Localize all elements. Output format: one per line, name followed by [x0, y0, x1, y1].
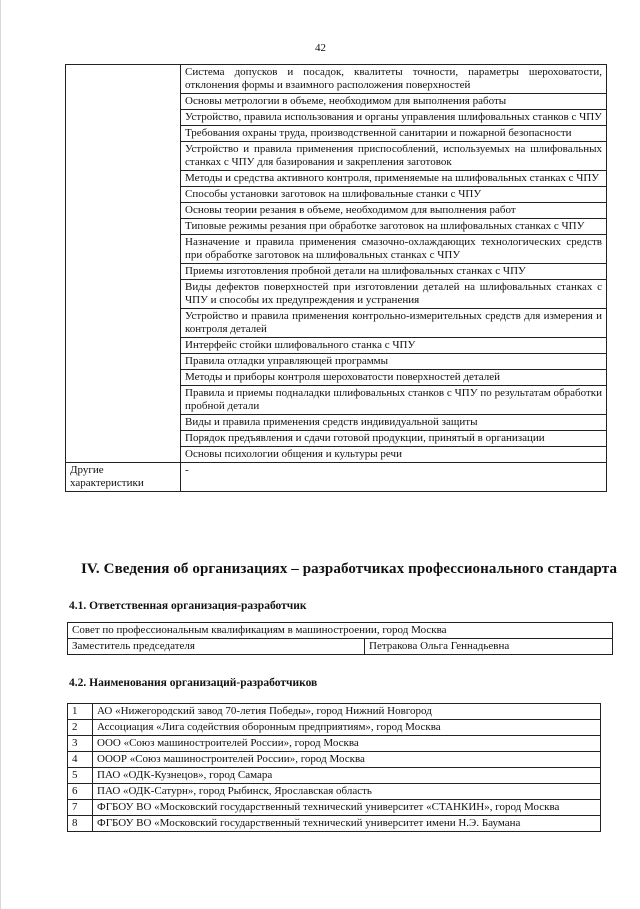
organization-number: 7: [68, 800, 93, 816]
knowledge-item: Виды и правила применения средств индивидуальной защиты: [181, 415, 606, 431]
organization-row: [68, 704, 601, 720]
organization-row: [68, 768, 601, 784]
organization-row: [68, 816, 601, 832]
organization-name: ФГБОУ ВО «Московский государственный технический университет имени Н.Э. Баумана: [93, 816, 601, 832]
knowledge-item: Система допусков и посадок, квалитеты точности, параметры шероховатости, отклонения формы и взаимного расположения поверхностей: [181, 65, 606, 94]
organization-row: [68, 800, 601, 816]
organization-name: ООО «Союз машиностроителей России», город Москва: [93, 736, 601, 752]
organization-row: [68, 784, 601, 800]
organization-number: 5: [68, 768, 93, 784]
subsection-title-developers: 4.2. Наименования организаций-разработчиков: [69, 677, 318, 689]
knowledge-row: [66, 65, 607, 463]
organization-name: АО «Нижегородский завод 70-летия Победы», город Нижний Новгород: [93, 704, 601, 720]
knowledge-item: Интерфейс стойки шлифовального станка с ЧПУ: [181, 338, 606, 354]
section-title: IV. Сведения об организациях – разработчиках профессионального стандарта: [81, 561, 618, 577]
knowledge-item: Правила отладки управляющей программы: [181, 354, 606, 370]
organization-row: [68, 736, 601, 752]
organization-row: [68, 752, 601, 768]
knowledge-item: Основы теории резания в объеме, необходимом для выполнения работ: [181, 203, 606, 219]
page-number: 42: [315, 42, 326, 54]
knowledge-item: Виды дефектов поверхностей при изготовлении деталей на шлифовальных станках с ЧПУ и способы их предупреждения и устранения: [181, 280, 606, 309]
organization-row: [68, 720, 601, 736]
organization-number: 4: [68, 752, 93, 768]
organization-number: 2: [68, 720, 93, 736]
knowledge-item: Требования охраны труда, производственной санитарии и пожарной безопасности: [181, 126, 606, 142]
organization-name: ФГБОУ ВО «Московский государственный технический университет «СТАНКИН», город Москва: [93, 800, 601, 816]
responsible-organization-table: [67, 622, 613, 655]
knowledge-item: Основы метрологии в объеме, необходимом для выполнения работы: [181, 94, 606, 110]
knowledge-item: Устройство и правила применения контрольно-измерительных средств для измерения и контроля деталей: [181, 309, 606, 338]
organization-number: 6: [68, 784, 93, 800]
knowledge-item: Правила и приемы подналадки шлифовальных станков с ЧПУ по результатам обработки пробной детали: [181, 386, 606, 415]
responsible-position: Заместитель председателя: [68, 639, 365, 655]
knowledge-item: Приемы изготовления пробной детали на шлифовальных станках с ЧПУ: [181, 264, 606, 280]
knowledge-item: Устройство и правила применения приспособлений, используемых на шлифовальных станках с ЧПУ для базирования и закрепления заготовок: [181, 142, 606, 171]
knowledge-item: Порядок предъявления и сдачи готовой продукции, принятый в организации: [181, 431, 606, 447]
subsection-title-responsible: 4.1. Ответственная организация-разработчик: [69, 600, 307, 612]
other-characteristics-label: Другие характеристики: [66, 463, 181, 492]
organization-name: ПАО «ОДК-Кузнецов», город Самара: [93, 768, 601, 784]
responsible-person-name: Петракова Ольга Геннадьевна: [365, 639, 613, 655]
other-characteristics-row: [66, 463, 607, 492]
knowledge-label-cell: [66, 65, 181, 463]
knowledge-item: Методы и приборы контроля шероховатости поверхностей деталей: [181, 370, 606, 386]
knowledge-item: Способы установки заготовок на шлифовальные станки с ЧПУ: [181, 187, 606, 203]
knowledge-item: Устройство, правила использования и органы управления шлифовальных станков с ЧПУ: [181, 110, 606, 126]
knowledge-item: Основы психологии общения и культуры речи: [185, 448, 402, 460]
required-knowledge-table: [65, 64, 607, 492]
organization-number: 1: [68, 704, 93, 720]
knowledge-item: Назначение и правила применения смазочно-охлаждающих технологических средств при обработке заготовок на шлифовальных станках с ЧПУ: [181, 235, 606, 264]
organization-number: 8: [68, 816, 93, 832]
organization-name: ПАО «ОДК-Сатурн», город Рыбинск, Ярославская область: [93, 784, 601, 800]
organization-name: ОООР «Союз машиностроителей России», город Москва: [93, 752, 601, 768]
developer-organizations-table: [67, 703, 601, 832]
knowledge-item: Методы и средства активного контроля, применяемые на шлифовальных станках с ЧПУ: [181, 171, 606, 187]
organization-number: 3: [68, 736, 93, 752]
organization-name: Ассоциация «Лига содействия оборонным предприятиям», город Москва: [93, 720, 601, 736]
responsible-org-name: Совет по профессиональным квалификациям в машиностроении, город Москва: [68, 623, 613, 639]
knowledge-item: Типовые режимы резания при обработке заготовок на шлифовальных станках с ЧПУ: [181, 219, 606, 235]
knowledge-list: [181, 65, 607, 463]
responsible-person-row: [68, 639, 613, 655]
responsible-org-row: [68, 623, 613, 639]
other-characteristics-value: -: [181, 463, 607, 492]
